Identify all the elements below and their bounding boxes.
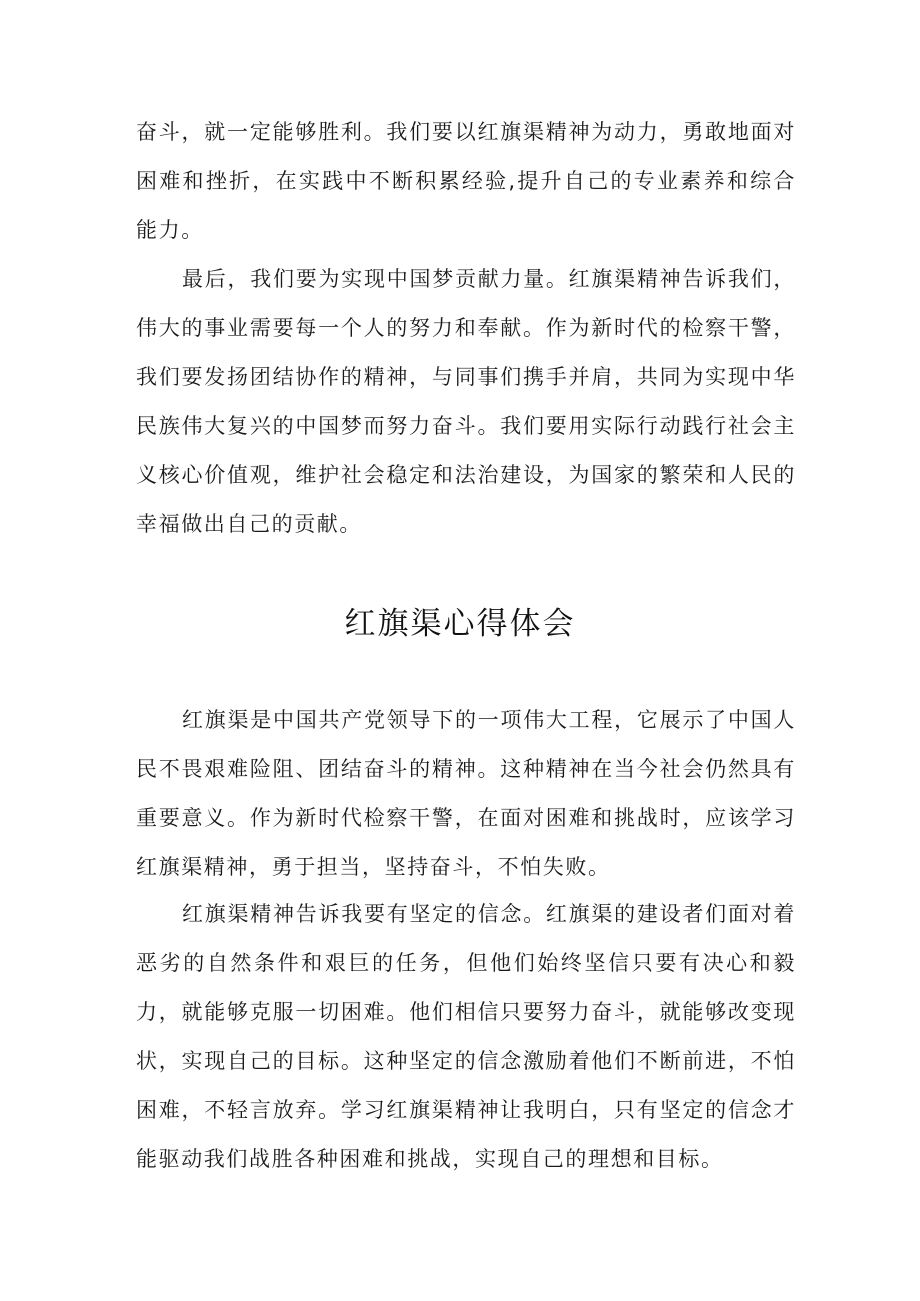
paragraph-contribute-china-dream: 最后，我们要为实现中国梦贡献力量。红旗渠精神告诉我们，伟大的事业需要每一个人的努力和奉献。作为新时代的检察干警，我们要发扬团结协作的精神，与同事们携手并肩，共同为实现中华民族伟大复兴的中国梦而努力奋斗。我们要用实际行动践行社会主义核心价值观，维护社会稳定和法治建设，为国家的繁荣和人民的幸福做出自己的贡献。 — [136, 267, 796, 536]
paragraph-continuation: 奋斗，就一定能够胜利。我们要以红旗渠精神为动力，勇敢地面对困难和挫折，在实践中不断积累经验,提升自己的专业素养和综合能力。 — [136, 120, 796, 242]
paragraph-firm-belief: 红旗渠精神告诉我要有坚定的信念。红旗渠的建设者们面对着恶劣的自然条件和艰巨的任务，但他们始终坚信只要有决心和毅力，就能够克服一切困难。他们相信只要努力奋斗，就能够改变现状，实现自己的目标。这种坚定的信念激励着他们不断前进，不怕困难，不轻言放弃。学习红旗渠精神让我明白，只有坚定的信念才能驱动我们战胜各种困难和挑战，实现自己的理想和目标。 — [136, 902, 796, 1171]
paragraph-intro-hongqi-canal: 红旗渠是中国共产党领导下的一项伟大工程，它展示了中国人民不畏艰难险阻、团结奋斗的精神。这种精神在当今社会仍然具有重要意义。作为新时代检察干警，在面对困难和挑战时，应该学习红旗渠精神，勇于担当，坚持奋斗，不怕失败。 — [136, 708, 796, 879]
document-title: 红旗渠心得体会 — [344, 606, 576, 642]
